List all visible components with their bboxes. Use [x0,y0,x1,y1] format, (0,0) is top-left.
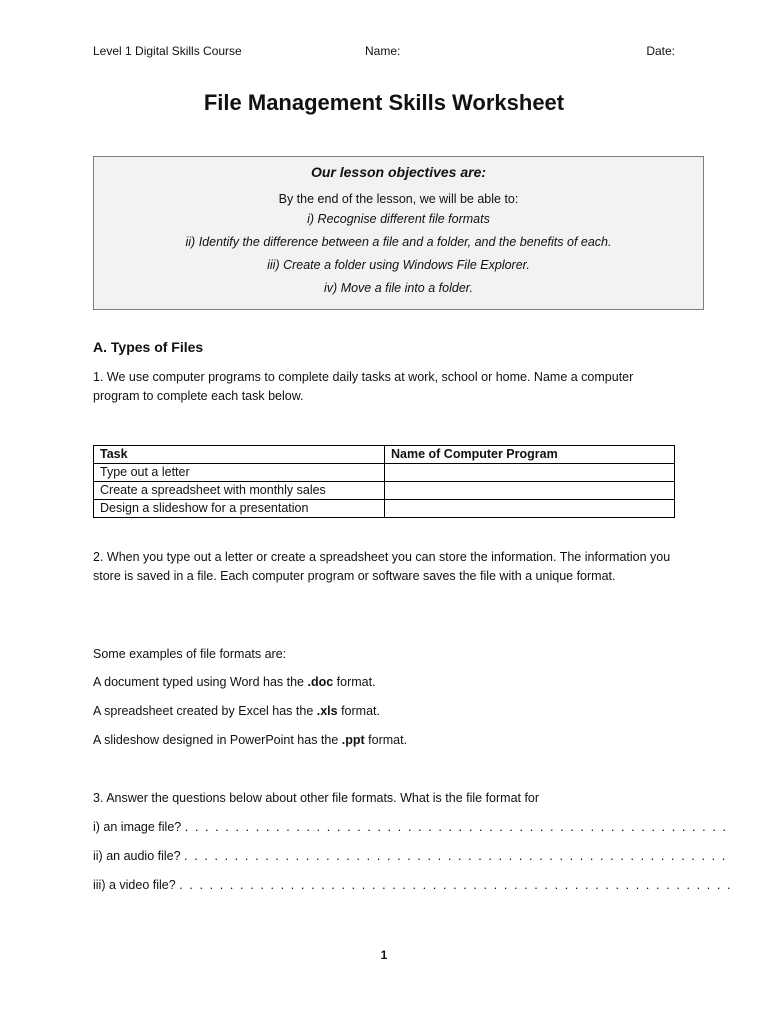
name-label: Name: [365,44,401,58]
objectives-intro: By the end of the lesson, we will be able to: [278,192,519,206]
examples-intro: Some examples of file formats are: [93,647,287,661]
format-xls: .xls [316,704,338,718]
format-ppt: .ppt [341,733,365,747]
example-ppt: A slideshow designed in PowerPoint has the .ppt format. [93,733,408,747]
question-label: iii) a video file? [93,878,176,892]
objectives-heading: Our lesson objectives are: [310,164,487,180]
answer-line-image[interactable] [93,818,728,836]
objective-item: i) Recognise different file formats [307,212,490,226]
answer-line-audio[interactable] [93,847,727,865]
page-header [93,44,675,60]
date-label: Date: [646,44,675,58]
example-doc: A document typed using Word has the .doc format. [93,675,376,689]
table-row [94,464,675,482]
objectives-box [93,156,704,310]
task-cell: Create a spreadsheet with monthly sales [94,482,385,500]
answer-dots: . . . . . . . . . . . . . . . . . . . . . . . . . . . . . . . . . . . . . . . . . . . . . . . . . . . . . . [184,849,727,863]
answer-line-video[interactable] [93,876,732,894]
page-number: 1 [380,948,388,962]
objective-item: iv) Move a file into a folder. [324,281,473,295]
answer-dots: . . . . . . . . . . . . . . . . . . . . . . . . . . . . . . . . . . . . . . . . . . . . . . . . . . . . . . [184,820,728,834]
question-label: ii) an audio file? [93,849,181,863]
course-name: Level 1 Digital Skills Course [93,44,242,58]
objective-item: iii) Create a folder using Windows File Explorer. [267,258,530,272]
answer-dots: . . . . . . . . . . . . . . . . . . . . . . . . . . . . . . . . . . . . . . . . . . . . . . . . . . . . . . . [179,878,733,892]
task-table [93,445,675,518]
table-row [94,482,675,500]
task-cell: Type out a letter [94,464,385,482]
objective-item: ii) Identify the difference between a file and a folder, and the benefits of each. [185,235,612,249]
program-answer-cell[interactable] [385,482,675,500]
example-xls: A spreadsheet created by Excel has the .xls format. [93,704,380,718]
program-answer-cell[interactable] [385,464,675,482]
table-row [94,500,675,518]
section-a-heading: A. Types of Files [93,339,204,355]
question-3: 3. Answer the questions below about other file formats. What is the file format for [93,791,540,805]
question-label: i) an image file? [93,820,182,834]
question-2: 2. When you type out a letter or create a spreadsheet you can store the information. The information you store is saved in a file. Each computer program or software saves the file with a unique format. [93,550,671,583]
format-doc: .doc [307,675,334,689]
task-cell: Design a slideshow for a presentation [94,500,385,518]
program-answer-cell[interactable] [385,500,675,518]
column-header-task: Task [94,446,385,464]
column-header-program: Name of Computer Program [385,446,675,464]
table-header-row [94,446,675,464]
page-title: File Management Skills Worksheet [203,90,565,115]
question-1: 1. We use computer programs to complete daily tasks at work, school or home. Name a computer program to complete each task below. [93,370,634,403]
